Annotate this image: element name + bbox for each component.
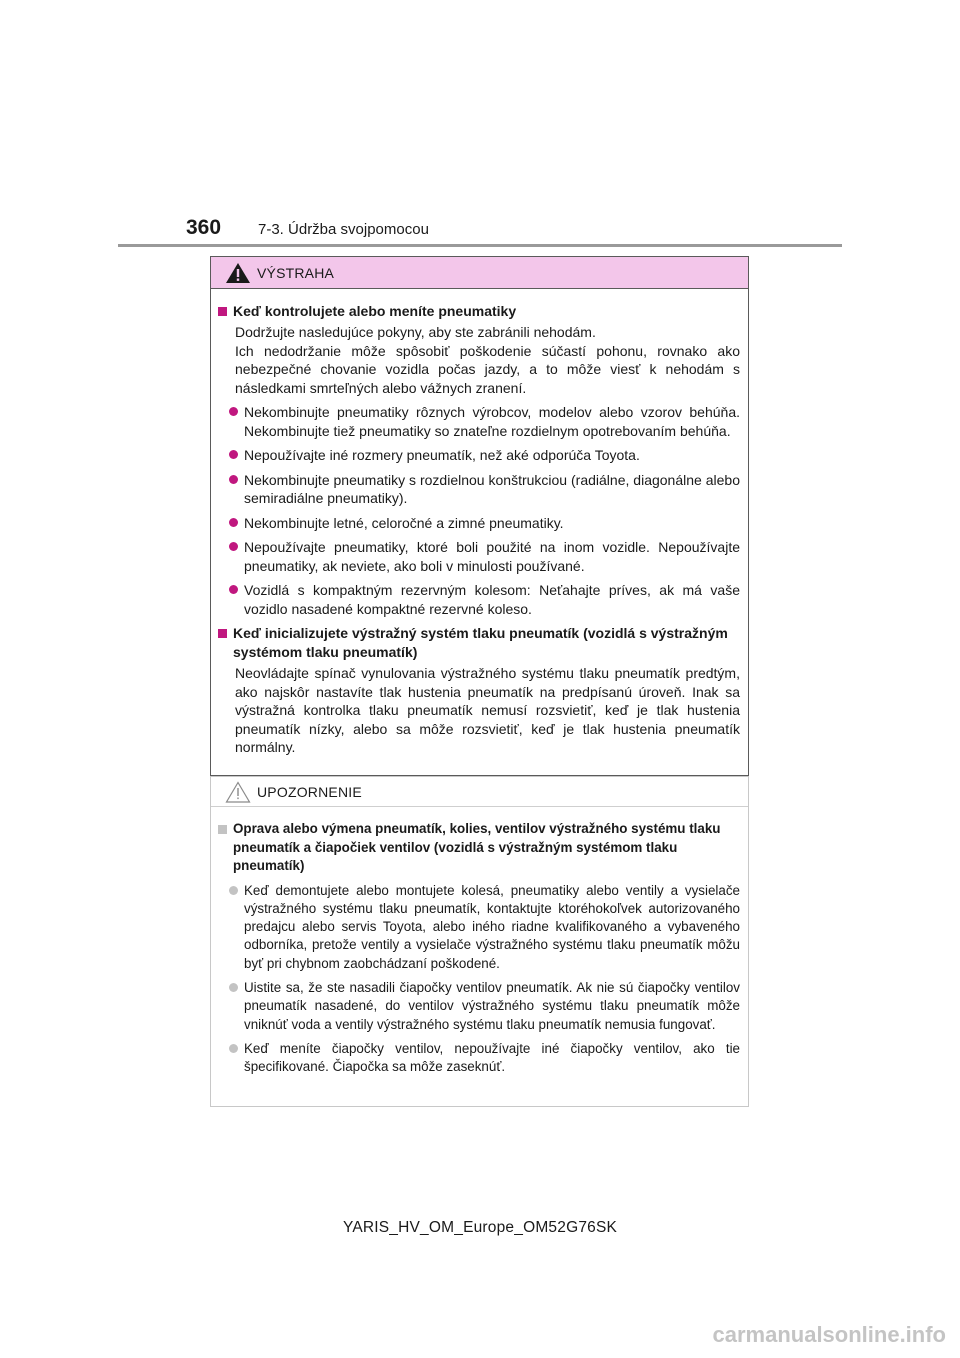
warning-header bbox=[211, 257, 748, 289]
header-divider bbox=[118, 244, 842, 247]
caution-bullet: Keď demontujete alebo montujete kolesá, pneumatiky alebo ventily a vysielače výstražného systému tlaku pneumatík, kontaktujte ktoréhokoľvek autorizovaného predajcu alebo servis Toyota, alebo iného riadne kvalifikovaného a vybaveného odborníka, pretože ventily a vysielače výstražného systému tlaku pneumatík môžu byť pri chybnom zaobchádzaní poškodené. bbox=[229, 882, 740, 973]
warning-bullet: Nekombinujte letné, celoročné a zimné pneumatiky. bbox=[229, 514, 740, 533]
caution-bullet: Keď meníte čiapočky ventilov, nepoužívajte iné čiapočky ventilov, ako tie špecifikované. Čiapočka sa môže zaseknúť. bbox=[229, 1040, 740, 1077]
round-bullet-icon bbox=[229, 407, 238, 416]
warning-box bbox=[210, 256, 749, 776]
round-bullet-icon bbox=[229, 886, 238, 895]
warning-paragraph: Dodržujte nasledujúce pokyny, aby ste zabránili nehodám. Ich nedodržanie môže spôsobiť poškodenie súčastí pohonu, rovnako ako nebezpečné chovanie vozidla počas jazdy, a to môže viesť k nehodám s následkami smrteľných alebo vážnych zranení. bbox=[235, 324, 740, 396]
warning-bullet: Vozidlá s kompaktným rezervným kolesom: Neťahajte príves, ak má vaše vozidlo nasadené kompaktné rezervné koleso. bbox=[229, 581, 740, 618]
square-bullet-icon bbox=[218, 307, 227, 316]
caution-bullet: Uistite sa, že ste nasadili čiapočky ventilov pneumatík. Ak nie sú čiapočky ventilov pneumatík nasadené, do ventilov výstražného systému tlaku pneumatík môže vniknúť voda a ventily výstražného systému tlaku pneumatík nemusia fungovať. bbox=[229, 979, 740, 1034]
section-title: 7-3. Údržba svojpomocou bbox=[258, 221, 429, 238]
warning-section-heading: Keď kontrolujete alebo meníte pneumatiky bbox=[217, 302, 740, 321]
warning-section-heading: Keď inicializujete výstražný systém tlaku pneumatík (vozidlá s výstražným systémom tlaku pneumatík) bbox=[217, 624, 740, 662]
caution-triangle-icon bbox=[225, 781, 251, 803]
round-bullet-icon bbox=[229, 475, 238, 484]
warning-bullet: Nepoužívajte pneumatiky, ktoré boli použité na inom vozidle. Nepoužívajte pneumatiky, ak neviete, ako boli v minulosti používané. bbox=[229, 538, 740, 575]
caution-title: UPOZORNENIE bbox=[257, 783, 362, 800]
caution-box bbox=[210, 776, 749, 1107]
warning-bullet: Nekombinujte pneumatiky s rozdielnou konštrukciou (radiálne, diagonálne alebo semiradiálne pneumatiky). bbox=[229, 471, 740, 508]
warning-bullet: Nepoužívajte iné rozmery pneumatík, než aké odporúča Toyota. bbox=[229, 446, 740, 465]
document-code: YARIS_HV_OM_Europe_OM52G76SK bbox=[342, 1219, 618, 1236]
caution-header bbox=[211, 777, 748, 807]
round-bullet-icon bbox=[229, 542, 238, 551]
warning-paragraph: Neovládajte spínač vynulovania výstražného systému tlaku pneumatík predtým, ako najskôr nastavíte tlak hustenia pneumatík na predpísanú úroveň. Inak sa výstražná kontrolka tlaku pneumatík nemusí rozsvietiť, keď je tlak hustenia pneumatík nízky, alebo sa môže rozsvietiť, keď je tlak hustenia pneumatík normálny. bbox=[235, 665, 740, 755]
page-number: 360 bbox=[186, 216, 222, 239]
caution-body bbox=[211, 807, 748, 1106]
round-bullet-icon bbox=[229, 585, 238, 594]
warning-triangle-icon bbox=[225, 262, 251, 284]
square-bullet-icon bbox=[218, 629, 227, 638]
round-bullet-icon bbox=[229, 983, 238, 992]
watermark: carmanualsonline.info bbox=[712, 1322, 946, 1347]
round-bullet-icon bbox=[229, 518, 238, 527]
warning-title: VÝSTRAHA bbox=[257, 264, 335, 281]
warning-bullet: Nekombinujte pneumatiky rôznych výrobcov, modelov alebo vzorov behúňa. Nekombinujte tiež pneumatiky so znateľne rozdielnym opotrebovaním behúňa. bbox=[229, 403, 740, 440]
warning-body bbox=[211, 289, 748, 775]
round-bullet-icon bbox=[229, 450, 238, 459]
caution-section-heading: Oprava alebo výmena pneumatík, kolies, ventilov výstražného systému tlaku pneumatík a čiapočiek ventilov (vozidlá s výstražným systémom tlaku pneumatík) bbox=[217, 820, 740, 876]
round-bullet-icon bbox=[229, 1044, 238, 1053]
square-bullet-icon bbox=[218, 825, 227, 834]
